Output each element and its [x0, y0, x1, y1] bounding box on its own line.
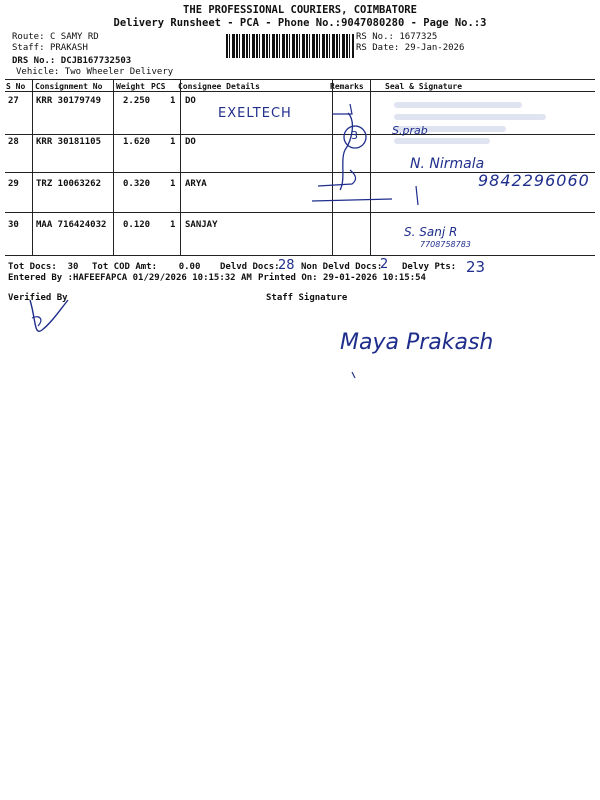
tot-docs [8, 262, 78, 272]
rs-no-value: 1677325 [399, 32, 438, 42]
row-consignment-no: MAA 716424032 [36, 220, 107, 230]
row-sno: 28 [8, 137, 19, 147]
row-pcs: 1 [170, 220, 176, 230]
handwritten-delvd-count: 28 [278, 258, 295, 273]
handwritten-signature-3: S. Sanj R [404, 225, 458, 239]
row-consignee: DO [185, 137, 196, 147]
runsheet-subtitle: Delivery Runsheet - PCA - Phone No.:9047080280 - Page No.:3 [113, 17, 487, 29]
tot-docs-label: Tot Docs: [8, 262, 57, 272]
entered-by: Entered By :HAFEEFAPCA 01/29/2026 10:15:32 AM [8, 273, 252, 283]
printed-on: Printed On: 29-01-2026 10:15:54 [258, 273, 426, 283]
route-value: C SAMY RD [49, 32, 99, 42]
staff-label: Staff: [12, 43, 45, 53]
row-sno: 30 [8, 220, 19, 230]
rs-no-label: RS No.: [356, 32, 394, 42]
col-header-sno: S No [6, 82, 26, 91]
handwritten-delvy-pts: 23 [466, 258, 486, 276]
rs-date-label: RS Date: [356, 43, 400, 53]
handwritten-company-note: EXELTECH [218, 106, 292, 121]
row-weight: 1.620 [123, 137, 151, 147]
staff-signature-scribble: Maya Prakash [340, 330, 494, 355]
row-pcs: 1 [170, 96, 176, 106]
row-consignment-no: KRR 30179749 [36, 96, 102, 106]
delvd-docs-label: Delvd Docs: [220, 262, 280, 272]
vehicle-label: Vehicle: [16, 67, 60, 77]
row-weight: 2.250 [123, 96, 151, 106]
tot-cod [92, 262, 200, 272]
handwritten-non-delvd-count: 2 [380, 257, 389, 272]
row-weight: 0.320 [123, 179, 151, 189]
row-pcs: 1 [170, 137, 176, 147]
col-header-seal-signature: Seal & Signature [385, 82, 463, 91]
verified-by-label: Verified By [8, 293, 68, 303]
staff-signature-label: Staff Signature [266, 293, 348, 303]
row-pcs: 1 [170, 179, 176, 189]
rs-date-value: 29-Jan-2026 [404, 43, 465, 53]
non-delvd-docs-label: Non Delvd Docs: [301, 262, 383, 272]
drs-value: DCJB167732503 [60, 56, 132, 66]
row-weight: 0.120 [123, 220, 151, 230]
tot-cod-value: 0.00 [178, 262, 201, 272]
handwritten-phone-2: 7708758783 [420, 240, 471, 249]
col-header-remarks: Remarks [330, 82, 364, 91]
col-header-pcs: PCS [151, 82, 166, 91]
handwritten-signature-2: N. Nirmala [410, 156, 485, 172]
tot-docs-value: 30 [67, 262, 79, 272]
row-consignee: DO [185, 96, 196, 106]
row-consignee: SANJAY [185, 220, 218, 230]
handwritten-signature-1: S.prab [392, 124, 428, 137]
tot-cod-label: Tot COD Amt: [92, 262, 158, 272]
delvy-pts-label: Delvy Pts: [402, 262, 457, 272]
vehicle-value: Two Wheeler Delivery [64, 67, 174, 77]
row-consignment-no: KRR 30181105 [36, 137, 102, 147]
row-consignee: ARYA [185, 179, 207, 189]
col-header-weight: Weight [116, 82, 145, 91]
row-consignment-no: TRZ 10063262 [36, 179, 102, 189]
staff-value: PRAKASH [49, 43, 88, 53]
remark-circle-number: 3 [351, 129, 358, 142]
route-label: Route: [12, 32, 45, 42]
row-sno: 29 [8, 179, 19, 189]
col-header-consignment: Consignment No [35, 82, 103, 91]
drs-label: DRS No.: [12, 56, 56, 66]
company-name: THE PROFESSIONAL COURIERS, COIMBATORE [183, 4, 417, 16]
row-sno: 27 [8, 96, 19, 106]
col-header-consignee: Consignee Details [178, 82, 260, 91]
handwritten-phone-1: 9842296060 [478, 171, 590, 190]
